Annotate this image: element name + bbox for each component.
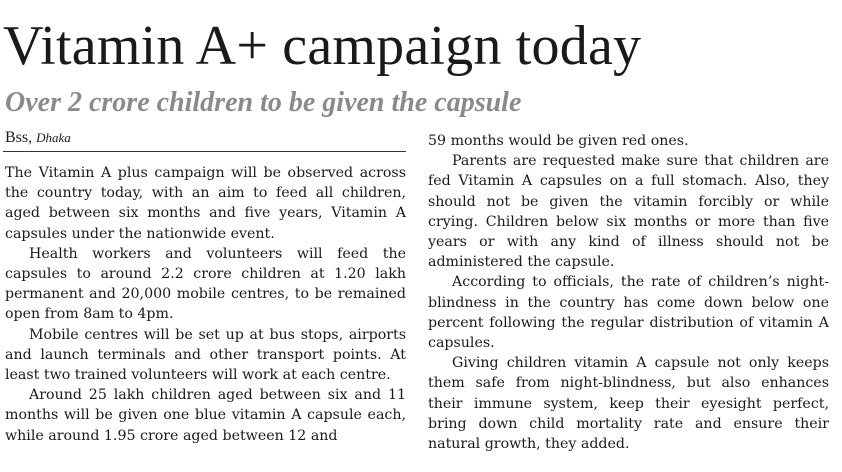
subheadline: Over 2 crore children to be given the capsule (5, 87, 522, 118)
left-paragraph-2: Health workers and volunteers will feed the capsules to around 2.2 crore children at 1.20 lakh permanent and 20,000 mobile centres, to be remained open from 8am to 4pm. (5, 245, 406, 323)
left-column (5, 163, 406, 472)
left-paragraph-4: Around 25 lakh children aged between six and 11 months will be given one blue vitamin A capsule each, while around 1.95 crore aged between 12 and (5, 387, 406, 444)
left-paragraph-3: Mobile centres will be set up at bus stops, airports and launch terminals and other transport points. At least two trained volunteers will work at each centre. (5, 326, 406, 384)
right-paragraph-1: 59 months would be given red ones. (428, 133, 689, 149)
headline: Vitamin A+ campaign today (3, 15, 642, 77)
left-paragraph-1: The Vitamin A plus campaign will be observed across the country today, with an aim to feed all children, aged between six months and five years, Vitamin A capsules under the nationwide event. (5, 165, 406, 242)
byline (5, 128, 71, 148)
right-paragraph-2: Parents are requested make sure that children are fed Vitamin A capsules on a full stomach. Also, they should not be given the vitamin forcibly or while crying. Children below six months or more than five years or with any kind of illness should not be administered the capsule. (428, 153, 829, 271)
byline-place: Dhaka (36, 130, 71, 145)
right-paragraph-3: According to officials, the rate of children’s night-blindness in the country has come down below one percent following the regular distribution of vitamin A capsules. (428, 274, 829, 352)
byline-agency: Bss, (5, 129, 33, 146)
byline-divider (3, 151, 406, 152)
right-paragraph-4: Giving children vitamin A capsule not only keeps them safe from night-blindness, but also enhances their immune system, keep their eyesight perfect, bring down child mortality rate and ensure their natural growth, they added. (428, 355, 829, 453)
right-column (428, 131, 829, 472)
